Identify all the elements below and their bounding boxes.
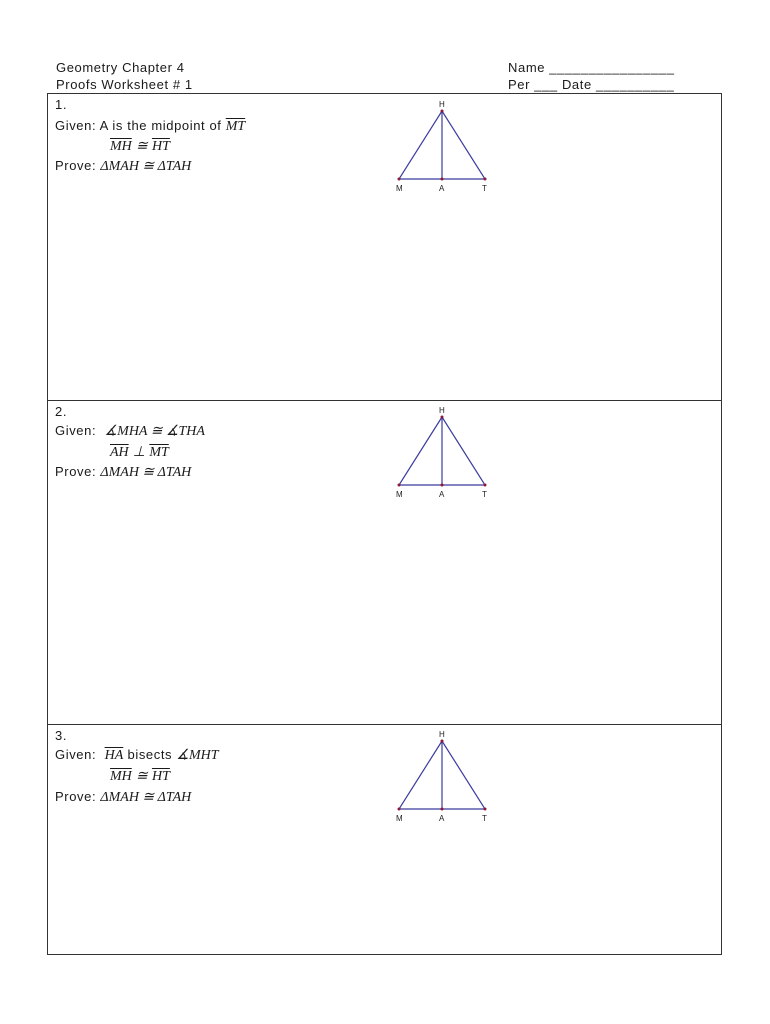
prove-statement: ΔMAH ≅ ΔTAH xyxy=(100,159,192,174)
segment: $\overline{HA}$ xyxy=(104,748,124,763)
given-line-1 xyxy=(55,118,245,135)
point-a xyxy=(441,808,444,811)
problem-number: 1. xyxy=(55,97,68,112)
given-text: bisects xyxy=(127,747,173,762)
problem-2 xyxy=(48,401,721,725)
given-label: Given: xyxy=(55,747,97,762)
point-m xyxy=(398,484,401,487)
point-t xyxy=(484,484,487,487)
segment: $\overline{HT}$ xyxy=(151,769,170,784)
given-statement: ∡MHA ≅ ∡THA xyxy=(104,424,205,439)
point-h xyxy=(441,740,444,743)
point-a xyxy=(441,484,444,487)
name-field: Name ________________ xyxy=(508,60,675,75)
segment: $\overline{MT}$ xyxy=(225,119,246,134)
segment: $\overline{AH}$ xyxy=(110,445,129,460)
prove-statement: ΔMAH ≅ ΔTAH xyxy=(100,465,192,480)
prove-line xyxy=(55,789,191,806)
point-m xyxy=(398,178,401,181)
label-t: T xyxy=(482,490,487,499)
given-text: A is the midpoint of xyxy=(99,118,222,133)
given-line-2 xyxy=(110,768,170,785)
relation-symbol: ≅ xyxy=(136,139,148,154)
label-m: M xyxy=(396,490,403,499)
label-h: H xyxy=(439,100,445,109)
label-a: A xyxy=(439,490,445,499)
point-t xyxy=(484,808,487,811)
prove-statement: ΔMAH ≅ ΔTAH xyxy=(100,790,192,805)
given-line-1 xyxy=(55,747,219,764)
segment: $\overline{MT}$ xyxy=(149,445,169,460)
angle: ∡MHT xyxy=(176,748,219,763)
problem-3 xyxy=(48,725,721,954)
prove-line xyxy=(55,158,191,175)
given-line-2 xyxy=(110,138,170,155)
point-h xyxy=(441,416,444,419)
segment: $\overline{HT}$ xyxy=(151,139,170,154)
relation-symbol: ⊥ xyxy=(132,445,146,460)
label-m: M xyxy=(396,814,403,823)
point-m xyxy=(398,808,401,811)
segment: $\overline{MH}$ xyxy=(110,769,132,784)
problem-1 xyxy=(48,94,721,401)
problem-number: 3. xyxy=(55,728,68,743)
prove-label: Prove: xyxy=(55,464,97,479)
problem-number: 2. xyxy=(55,404,68,419)
label-a: A xyxy=(439,184,445,193)
triangle-figure xyxy=(393,730,503,825)
label-t: T xyxy=(482,814,487,823)
triangle-figure xyxy=(393,100,503,195)
relation-symbol: ≅ xyxy=(136,769,148,784)
given-line-2 xyxy=(110,444,169,461)
label-t: T xyxy=(482,184,487,193)
label-h: H xyxy=(439,730,445,739)
point-a xyxy=(441,178,444,181)
label-m: M xyxy=(396,184,403,193)
course-title: Geometry Chapter 4 xyxy=(56,60,185,75)
triangle-figure xyxy=(393,406,503,501)
prove-label: Prove: xyxy=(55,158,97,173)
given-label: Given: xyxy=(55,423,97,438)
segment: $\overline{MH}$ xyxy=(110,139,132,154)
label-a: A xyxy=(439,814,445,823)
given-line-1 xyxy=(55,423,205,440)
point-t xyxy=(484,178,487,181)
per-date-field: Per ___ Date __________ xyxy=(508,77,675,92)
prove-line xyxy=(55,464,191,481)
point-h xyxy=(441,110,444,113)
given-label: Given: xyxy=(55,118,97,133)
label-h: H xyxy=(439,406,445,415)
prove-label: Prove: xyxy=(55,789,97,804)
worksheet-title: Proofs Worksheet # 1 xyxy=(56,77,193,92)
worksheet-grid xyxy=(47,93,722,955)
